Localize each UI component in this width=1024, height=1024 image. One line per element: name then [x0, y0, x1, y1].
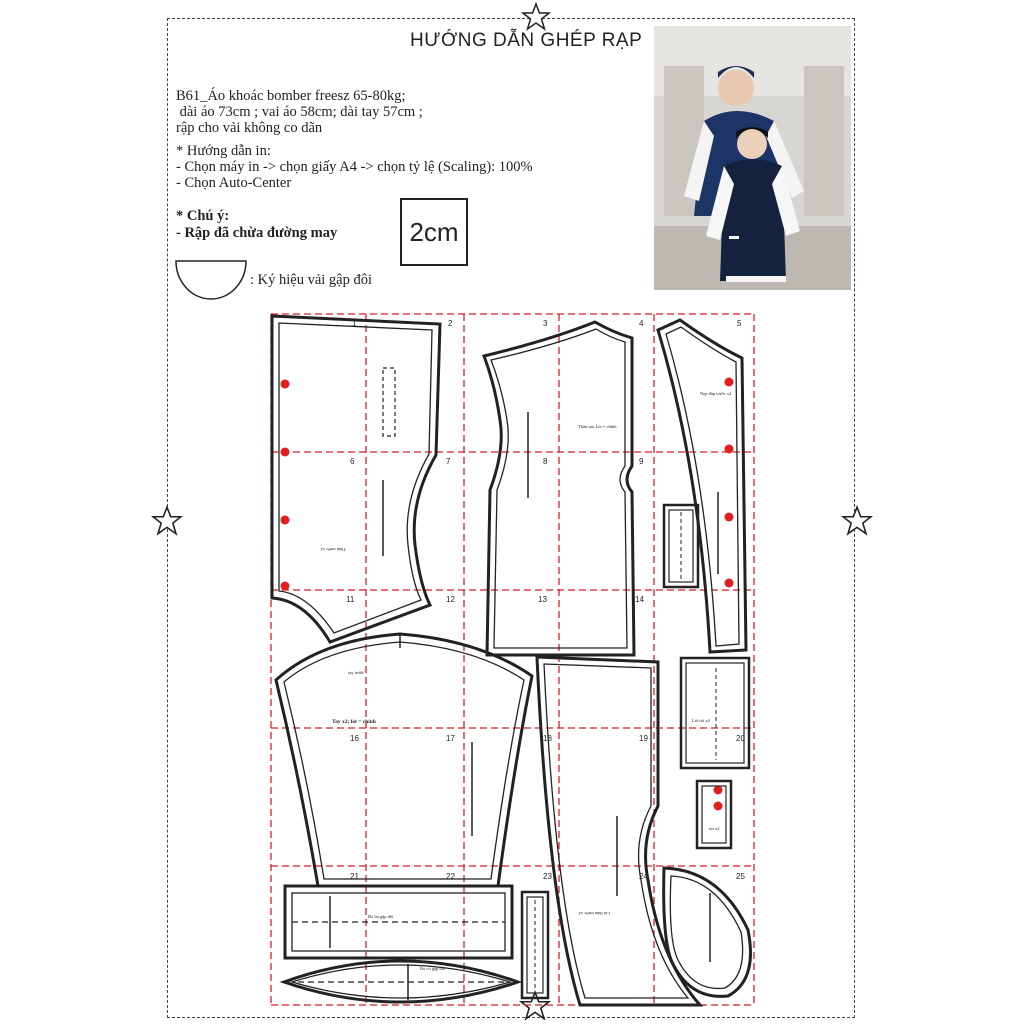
- sleeve-label: Tay x2; lót = chính: [332, 719, 376, 725]
- pocket-lining-curve-piece: [664, 868, 751, 996]
- page-number: 19: [639, 734, 648, 743]
- collar-label: Bo cổ gập đôi: [420, 966, 446, 971]
- page-number: 23: [543, 872, 552, 881]
- page-number: 25: [736, 872, 745, 881]
- page-number: 21: [350, 872, 359, 881]
- back-piece-label: Thân sau Lót = chính: [578, 424, 617, 429]
- sleeve-top-label: tay trước: [348, 670, 365, 675]
- page-number: 6: [350, 457, 355, 466]
- page-number: 11: [346, 595, 355, 604]
- pocket-bag-label: Lót túi x4: [692, 718, 710, 723]
- page-number: 8: [543, 457, 548, 466]
- note-text: - Rập đã chừa đường may: [176, 225, 338, 241]
- page-title: HƯỚNG DẪN GHÉP RẠP: [410, 30, 643, 51]
- fold-symbol-label: : Ký hiệu vải gập đôi: [250, 272, 373, 288]
- waistband-piece: [285, 886, 512, 958]
- page-number: 24: [639, 872, 648, 881]
- page-number: 13: [538, 595, 547, 604]
- cuff-piece: [522, 892, 548, 998]
- page-number: 7: [446, 457, 451, 466]
- facing-label: Nẹp đáp trước x2: [700, 391, 732, 396]
- page-number: 17: [446, 734, 455, 743]
- page-number: 3: [543, 319, 548, 328]
- print-guide-heading: * Hướng dẫn in:: [176, 143, 271, 159]
- description-line: dài áo 73cm ; vai áo 58cm; dài tay 57cm ;: [176, 104, 423, 120]
- description-line: rập cho vải không co dãn: [176, 120, 323, 136]
- page-number: 20: [736, 734, 745, 743]
- page-number: 16: [350, 734, 359, 743]
- marker-dots: [281, 378, 734, 811]
- facing-piece: [658, 320, 746, 652]
- page-number: 12: [446, 595, 455, 604]
- pocket-label: túi x2: [709, 826, 720, 831]
- page-number: 4: [639, 319, 644, 328]
- page-number: 1: [352, 319, 357, 328]
- page-number: 9: [639, 457, 644, 466]
- print-guide-step: - Chọn Auto-Center: [176, 175, 292, 191]
- page-number: 18: [543, 734, 552, 743]
- scale-label: 2cm: [409, 216, 459, 247]
- lining-front-label: Lót thân trước x2: [578, 911, 610, 916]
- waistband-label: Bo lai gập đôi: [368, 914, 394, 919]
- note-heading: * Chú ý:: [176, 208, 230, 224]
- page-number: 14: [635, 595, 644, 604]
- sleeve-piece: [276, 634, 532, 886]
- print-guide-step: - Chọn máy in -> chọn giấy A4 -> chọn tỷ lệ (Scaling): 100%: [176, 159, 533, 175]
- page-number: 22: [446, 872, 455, 881]
- front-piece-label: Thân trước x2: [320, 547, 346, 552]
- page-number: 2: [448, 319, 453, 328]
- pocket-bag-piece: [681, 658, 749, 848]
- description-line: B61_Áo khoác bomber freesz 65-80kg;: [176, 88, 406, 104]
- collar-piece: [284, 961, 518, 1002]
- pocket-welt-piece: [664, 505, 698, 587]
- front-piece: [272, 316, 440, 642]
- page-number: 5: [737, 319, 742, 328]
